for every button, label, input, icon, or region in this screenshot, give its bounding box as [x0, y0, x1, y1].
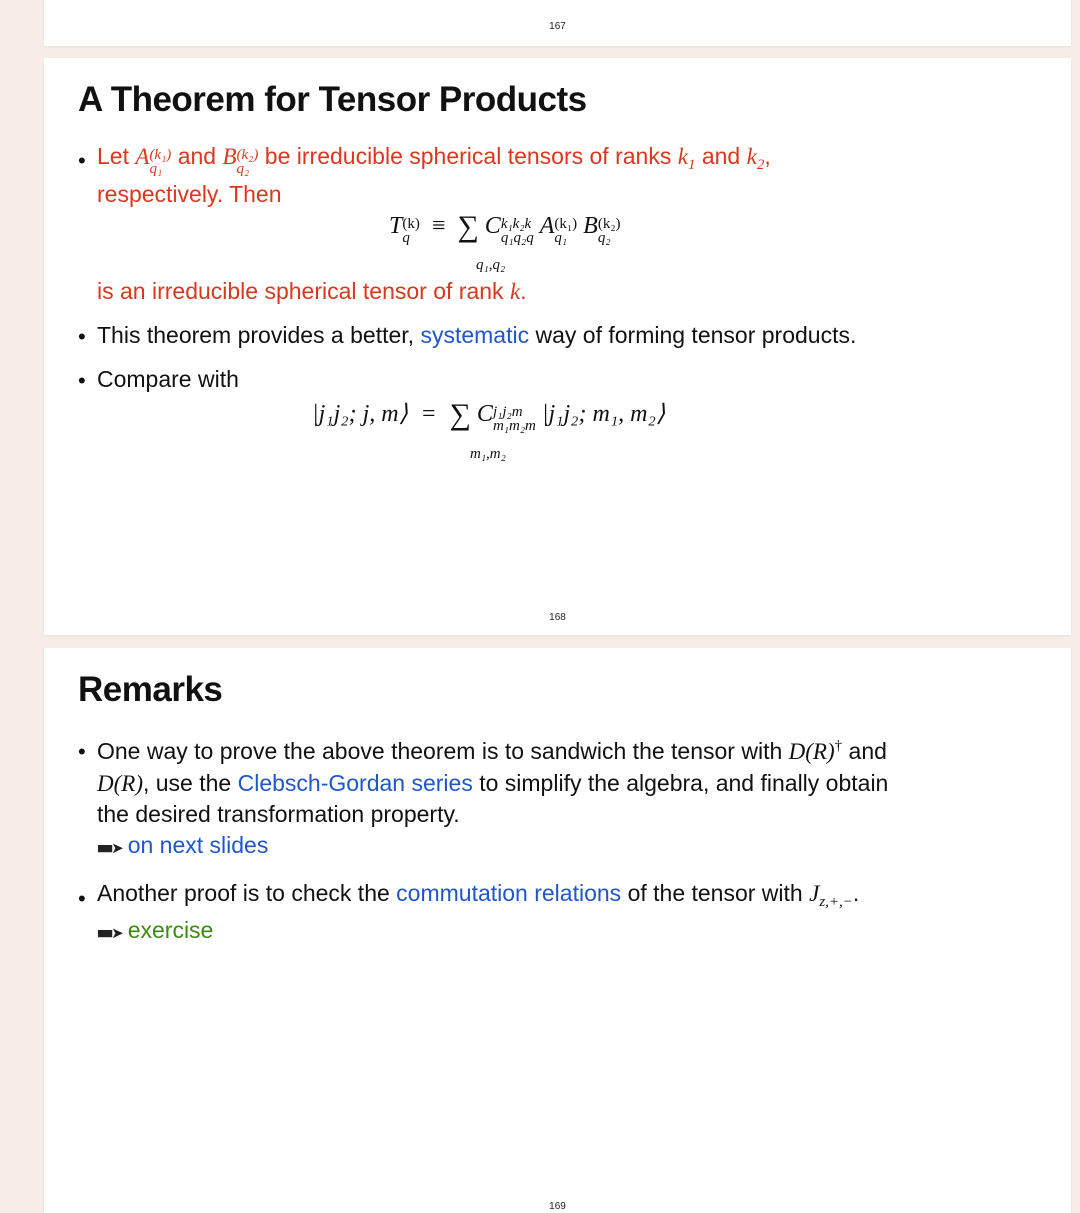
- C2-sub: m₁m₂m: [492, 418, 536, 434]
- equiv-sign: ≡: [431, 213, 446, 239]
- sum2-symbol: ∑: [449, 398, 471, 431]
- let-text: Let: [97, 143, 129, 169]
- theorem-line-2: respectively. Then: [97, 181, 282, 207]
- sum2-subscript: [470, 446, 506, 463]
- math-DR: D(R): [97, 771, 143, 796]
- next-slides-link[interactable]: on next slides: [127, 832, 269, 858]
- C2-supsub: [493, 405, 536, 433]
- slide-168: [44, 58, 1071, 635]
- C2-symbol: C: [476, 401, 493, 427]
- math-J: [809, 881, 853, 910]
- arrow-icon: ■■➤: [97, 840, 122, 857]
- and-text: and: [177, 143, 217, 169]
- sum-symbol: ∑: [457, 210, 479, 243]
- remark-commutation: Another proof is to check the commutation relations of the tensor with $J_{z,+,-}$.: [97, 880, 860, 910]
- arrow-icon: ■■➤: [97, 925, 122, 942]
- A-supsub: [149, 148, 171, 176]
- ket-rhs: |j₁j₂; m₁, m₂⟩: [541, 401, 666, 427]
- eq-A-sub: q₁: [554, 230, 568, 246]
- page-number-169: 169: [549, 1201, 566, 1212]
- slide-title: A Theorem for Tensor Products: [78, 80, 587, 119]
- B-sub: q₂: [236, 161, 250, 177]
- eq-A-symbol: A: [539, 213, 555, 239]
- bullet-systematic: [97, 320, 856, 351]
- A-sub: q₁: [149, 161, 163, 177]
- systematic-before: This theorem provides a better,: [97, 322, 415, 348]
- bullet-dot: •: [78, 739, 86, 764]
- and2-text: and: [701, 143, 741, 169]
- B-supsub: [237, 148, 259, 176]
- C-symbol: C: [484, 213, 501, 239]
- page-number-168: 168: [549, 612, 566, 623]
- be-irreducible-text: be irreducible spherical tensors of ranks: [264, 143, 672, 169]
- ket-lhs: |j₁j₂; j, m⟩: [312, 401, 408, 427]
- T-symbol: T: [389, 213, 403, 239]
- eq-A-sup: (k₁): [554, 216, 578, 232]
- next-slides-row: [97, 830, 268, 864]
- dagger-symbol: †: [834, 738, 843, 754]
- clebsch-gordan-equation: [312, 398, 665, 433]
- clebsch-gordan-link: Clebsch-Gordan series: [237, 770, 473, 796]
- C-supsub: [501, 217, 534, 245]
- bullet-compare: Compare with: [97, 366, 239, 392]
- systematic-link: systematic: [420, 322, 530, 348]
- T-sup: (k): [402, 216, 420, 232]
- slide-169: [44, 648, 1071, 1213]
- remark2-before: , use the: [142, 770, 232, 796]
- bullet-dot: •: [78, 886, 86, 911]
- B-sup: (k₂): [236, 147, 259, 163]
- equals-sign: =: [421, 401, 436, 427]
- sum-subscript: [476, 257, 505, 274]
- remark2-after: to simplify the algebra, and finally obtain: [479, 770, 889, 796]
- tensor-product-equation: [389, 210, 621, 245]
- A-symbol: A: [135, 144, 150, 169]
- bullet-dot: •: [78, 148, 86, 173]
- sum2-sub-text: m₁,m₂: [470, 446, 506, 462]
- bullet-dot: •: [78, 368, 86, 393]
- bullet-dot: •: [78, 324, 86, 349]
- remark-line-1: [97, 731, 887, 767]
- remarks-title: Remarks: [78, 670, 223, 709]
- theorem-line-1: Let A(k₁) q₁ and B(k₂) q₂ be irreducible spherical tensors of ranks $k_1$ and $k_2$,: [97, 143, 771, 177]
- exercise-link[interactable]: exercise: [127, 917, 214, 943]
- math-DR-dagger: [789, 739, 842, 764]
- C-sup: k₁k₂k: [500, 216, 532, 232]
- C2-sup: j₁j₂m: [492, 404, 523, 420]
- T-supsub: [402, 217, 420, 245]
- T-sub: q: [402, 230, 410, 246]
- eq-B-sub: q₂: [597, 230, 611, 246]
- commutation-after: of the tensor with: [627, 880, 803, 906]
- exercise-row: [97, 915, 213, 949]
- commutation-link: commutation relations: [396, 880, 622, 906]
- math-k1: $k_1$: [677, 144, 696, 173]
- systematic-after: way of forming tensor products.: [535, 322, 857, 348]
- remark-line-3: the desired transformation property.: [97, 801, 460, 827]
- math-k: k: [509, 279, 521, 304]
- eq-B-supsub: [598, 217, 621, 245]
- eq-B-symbol: B: [583, 213, 598, 239]
- slide-167: [44, 0, 1071, 46]
- commutation-before: Another proof is to check the: [97, 880, 390, 906]
- J-symbol: J: [809, 881, 820, 906]
- A-sup: (k₁): [149, 147, 172, 163]
- sum-sub-text: q₁,q₂: [476, 257, 506, 273]
- eq-B-sup: (k₂): [597, 216, 621, 232]
- math-B: [222, 144, 259, 177]
- B-symbol: B: [222, 144, 237, 169]
- math-A: [135, 144, 172, 177]
- page-number-167: 167: [549, 21, 566, 32]
- DR-dagger-text: D(R): [788, 739, 835, 764]
- conclusion-text: is an irreducible spherical tensor of rank: [97, 278, 504, 304]
- theorem-conclusion: is an irreducible spherical tensor of rank k.: [97, 278, 527, 304]
- remark-line-2: [97, 768, 888, 799]
- J-sub: z,+,−: [819, 894, 853, 910]
- remark1-before: One way to prove the above theorem is to sandwich the tensor with: [97, 738, 783, 764]
- math-k2: $k_2$: [746, 144, 765, 173]
- eq-A-supsub: [554, 217, 577, 245]
- remark1-and: and: [848, 738, 887, 764]
- C-sub: q₁q₂q: [500, 230, 534, 246]
